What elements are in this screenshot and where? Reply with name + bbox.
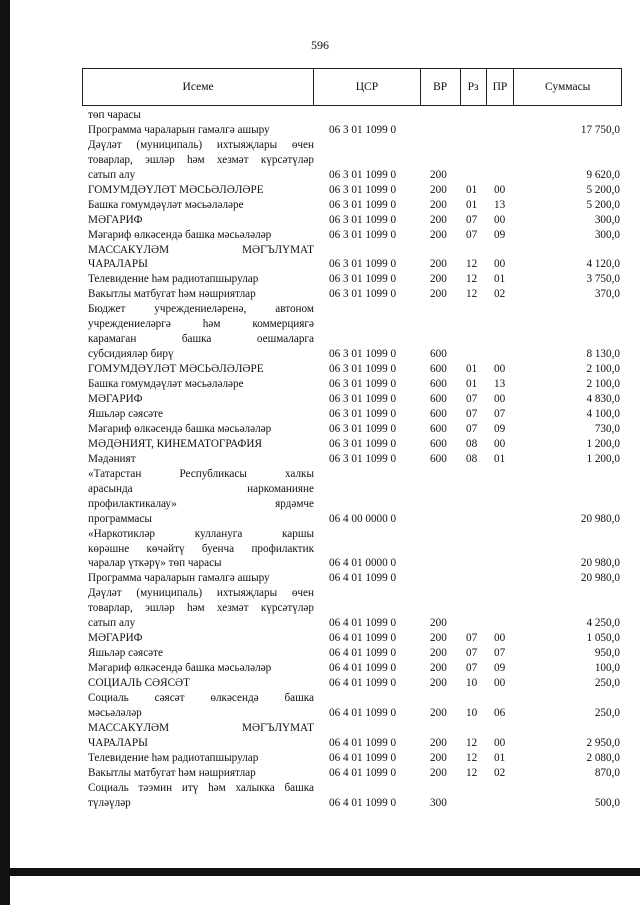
row-sum: 9 620,0 (586, 168, 620, 181)
row-csr: 06 3 01 1099 0 (329, 378, 397, 391)
row-vr: 200 (430, 213, 447, 226)
table-row (0, 138, 640, 183)
row-csr: 06 3 01 1099 0 (329, 393, 397, 406)
table-row (0, 243, 640, 273)
row-rz: 07 (466, 393, 478, 406)
table-row (0, 422, 640, 437)
header-rz: Рз (461, 69, 487, 105)
row-pr: 00 (494, 437, 506, 450)
row-rz: 07 (466, 228, 478, 241)
row-name-line: Башка гомумдәүләт мәсьәләләре (88, 378, 244, 391)
row-name-line: Программа чараларын гамәлгә ашыру (88, 123, 270, 136)
row-csr: 06 4 01 1099 0 (329, 677, 397, 690)
row-vr: 200 (430, 273, 447, 286)
table-row (0, 661, 640, 676)
row-sum: 5 200,0 (586, 198, 620, 211)
row-vr: 200 (430, 766, 447, 779)
row-name (88, 377, 314, 392)
row-name (88, 392, 314, 407)
row-name (88, 571, 314, 586)
table-row (0, 228, 640, 243)
row-pr: 00 (494, 632, 506, 645)
row-name-line: «Татарстан Республикасы халкы (88, 467, 314, 480)
row-csr: 06 4 01 0000 0 (329, 557, 397, 570)
row-rz: 12 (466, 736, 478, 749)
row-rz: 10 (466, 706, 478, 719)
table-row (0, 362, 640, 377)
row-name-line: «Наркотикләр кулланугa каршы (88, 527, 314, 540)
table-row (0, 586, 640, 631)
row-name (88, 661, 314, 676)
row-rz: 12 (466, 273, 478, 286)
row-name-line: карамаган башка оешмаларга (88, 333, 314, 346)
row-sum: 4 100,0 (586, 408, 620, 420)
row-name (88, 228, 314, 243)
row-pr: 09 (494, 662, 506, 675)
row-name (88, 631, 314, 646)
row-name-line: Яшьләр сәясәте (88, 647, 163, 660)
row-rz: 08 (466, 437, 478, 450)
row-sum: 2 080,0 (586, 751, 620, 764)
row-pr: 13 (494, 378, 506, 391)
row-name-line: профилактикалау» ярдәмче (88, 497, 314, 510)
table-row (0, 392, 640, 407)
row-name (88, 676, 314, 691)
row-name (88, 646, 314, 661)
row-vr: 600 (430, 437, 447, 450)
row-csr: 06 3 01 1099 0 (329, 288, 397, 301)
row-rz: 10 (466, 677, 478, 690)
row-name-line: Мәгариф өлкәсендә башка мәсьәләләр (88, 422, 272, 435)
row-pr: 00 (494, 258, 506, 271)
table-row (0, 527, 640, 572)
row-csr: 06 4 01 1099 0 (329, 736, 397, 749)
row-vr: 600 (430, 378, 447, 391)
row-name-line: МӘГАРИФ (88, 632, 143, 645)
row-name-line: МӘГАРИФ (88, 393, 143, 406)
table-row (0, 467, 640, 527)
row-name-line: ГОМУМДӘҮЛӘТ МӘСЬӘЛӘЛӘРЕ (88, 363, 264, 376)
row-pr: 06 (494, 706, 506, 719)
row-vr: 200 (430, 662, 447, 675)
row-name-line: СОЦИАЛЬ СӘЯСӘТ (88, 677, 190, 690)
row-sum: 20 980,0 (580, 572, 620, 585)
row-name-line: арасында наркоманияне (88, 482, 314, 495)
row-csr: 06 3 01 1099 0 (329, 422, 397, 435)
row-name (88, 302, 314, 362)
row-name-line: товарлар, эшләр һәм хезмәт күрсәтүләр (88, 602, 314, 615)
row-pr: 07 (494, 647, 506, 660)
row-csr: 06 4 01 1099 0 (329, 706, 397, 719)
row-vr: 200 (430, 288, 447, 301)
row-vr: 600 (430, 422, 447, 435)
row-pr: 07 (494, 408, 506, 420)
row-csr: 06 4 01 1099 0 (329, 796, 397, 809)
row-rz: 07 (466, 632, 478, 645)
row-pr: 01 (494, 751, 506, 764)
row-name (88, 781, 314, 811)
row-name-line: МӘДӘНИЯТ, КИНЕМАТОГРАФИЯ (88, 437, 262, 450)
row-name-line: Социаль тәэмин итү һәм халыкка башка (88, 781, 314, 794)
table-row (0, 377, 640, 392)
row-name (88, 452, 314, 467)
row-vr: 600 (430, 452, 447, 465)
row-vr: 600 (430, 393, 447, 406)
row-name-line: Дәүләт (муниципаль) ихтыяҗлары өчен (88, 138, 314, 151)
row-name (88, 766, 314, 781)
row-sum: 950,0 (594, 647, 620, 660)
row-pr: 00 (494, 393, 506, 406)
row-vr: 600 (430, 348, 447, 361)
row-rz: 08 (466, 452, 478, 465)
row-csr: 06 3 01 1099 0 (329, 123, 397, 136)
row-name (88, 138, 314, 183)
row-name-line: Социаль сәясәт өлкәсендә башка (88, 692, 314, 705)
table-row (0, 646, 640, 661)
row-name (88, 198, 314, 213)
table-row (0, 751, 640, 766)
row-sum: 300,0 (594, 213, 620, 226)
row-name-line: Телевидение һәм радиотапшырулар (88, 751, 259, 764)
table-row (0, 571, 640, 586)
row-name (88, 586, 314, 631)
page-number: 596 (311, 38, 329, 52)
row-name-line: Башка гомумдәүләт мәсьәләләре (88, 198, 244, 211)
row-rz: 07 (466, 213, 478, 226)
table-row (0, 721, 640, 751)
row-sum: 1 200,0 (586, 452, 620, 465)
row-csr: 06 3 01 1099 0 (329, 213, 397, 226)
row-sum: 2 950,0 (586, 736, 620, 749)
row-name-line: товарлар, эшләр һәм хезмәт күрсәтүләр (88, 153, 314, 166)
row-csr: 06 4 01 1099 0 (329, 662, 397, 675)
row-sum: 17 750,0 (580, 123, 620, 136)
row-name-line: учреждениеләргә һәм коммерциягә (88, 318, 314, 331)
row-vr: 200 (430, 258, 447, 271)
row-name-line: Дәүләт (муниципаль) ихтыяҗлары өчен (88, 587, 314, 600)
table-row (0, 676, 640, 691)
row-csr: 06 3 01 1099 0 (329, 408, 397, 420)
row-name (88, 123, 314, 138)
row-csr: 06 4 01 1099 0 (329, 647, 397, 660)
row-name-line: мәсьәләләр (88, 706, 142, 719)
row-pr: 00 (494, 363, 506, 376)
row-name (88, 243, 314, 273)
row-sum: 20 980,0 (580, 557, 620, 570)
row-pr: 00 (494, 183, 506, 196)
row-name (88, 362, 314, 377)
row-rz: 01 (466, 378, 478, 391)
table-row (0, 631, 640, 646)
row-sum: 1 200,0 (586, 437, 620, 450)
row-vr: 200 (430, 647, 447, 660)
row-rz: 01 (466, 363, 478, 376)
table-row (0, 407, 640, 422)
row-name-line: Яшьләр сәясәте (88, 408, 163, 420)
row-name (88, 751, 314, 766)
row-rz: 12 (466, 766, 478, 779)
row-vr: 300 (430, 796, 447, 809)
row-rz: 01 (466, 198, 478, 211)
row-name-line: программасы (88, 512, 152, 525)
row-vr: 200 (430, 198, 447, 211)
row-name (88, 183, 314, 198)
row-csr: 06 3 01 1099 0 (329, 168, 397, 181)
row-name-line: Телевидение һәм радиотапшырулар (88, 273, 259, 286)
row-name (88, 527, 314, 572)
row-sum: 4 120,0 (586, 258, 620, 271)
row-sum: 370,0 (594, 288, 620, 301)
row-name (88, 272, 314, 287)
header-name: Исеме (83, 69, 314, 105)
row-name-line: Мәгариф өлкәсендә башка мәсьәләләр (88, 662, 272, 675)
row-name (88, 108, 314, 123)
row-csr: 06 4 00 0000 0 (329, 512, 397, 525)
row-name-line: Мәгариф өлкәсендә башка мәсьәләләр (88, 228, 272, 241)
row-vr: 200 (430, 632, 447, 645)
row-rz: 01 (466, 183, 478, 196)
scan-bottom-edge (0, 868, 640, 876)
row-name-line: Вакытлы матбугат һәм нәшриятлар (88, 766, 256, 779)
row-rz: 12 (466, 751, 478, 764)
row-vr: 200 (430, 183, 447, 196)
row-vr: 200 (430, 617, 447, 630)
row-sum: 8 130,0 (586, 348, 620, 361)
row-pr: 00 (494, 677, 506, 690)
row-sum: 100,0 (594, 662, 620, 675)
row-csr: 06 3 01 1099 0 (329, 258, 397, 271)
row-pr: 01 (494, 452, 506, 465)
row-name-line: сатып алу (88, 617, 136, 630)
table-row (0, 183, 640, 198)
row-name (88, 407, 314, 422)
row-vr: 200 (430, 736, 447, 749)
row-csr: 06 3 01 1099 0 (329, 437, 397, 450)
row-vr: 200 (430, 751, 447, 764)
table-row (0, 108, 640, 123)
row-csr: 06 4 01 1099 0 (329, 632, 397, 645)
table-row (0, 302, 640, 362)
row-name-line: Вакытлы матбугат һәм нәшриятлар (88, 288, 256, 301)
row-csr: 06 3 01 1099 0 (329, 363, 397, 376)
row-csr: 06 4 01 1099 0 (329, 572, 397, 585)
row-csr: 06 3 01 1099 0 (329, 452, 397, 465)
row-name-line: МАССАКҮЛӘМ МӘГЪЛҮМАТ (88, 243, 314, 256)
row-pr: 02 (494, 288, 506, 301)
row-name (88, 287, 314, 302)
row-rz: 07 (466, 662, 478, 675)
row-name-line: ЧАРАЛАРЫ (88, 258, 148, 271)
row-sum: 730,0 (594, 422, 620, 435)
header-sum: Суммасы (545, 81, 591, 93)
row-rz: 12 (466, 288, 478, 301)
table-row (0, 452, 640, 467)
row-name-line: көрәшне көчәйтү буенча профилактик (88, 542, 314, 555)
row-name-line: төп чарасы (88, 109, 141, 121)
row-sum: 5 200,0 (586, 183, 620, 196)
row-name-line: Бюджет учреждениеләренә, автоном (88, 303, 314, 316)
row-name-line: Мәдәният (88, 452, 136, 465)
row-pr: 09 (494, 422, 506, 435)
row-vr: 200 (430, 706, 447, 719)
table-row (0, 781, 640, 811)
row-sum: 1 050,0 (586, 632, 620, 645)
row-name-line: чаралар үткәрү» төп чарасы (88, 557, 222, 570)
header-pr: ПР (487, 69, 515, 105)
row-name-line: ЧАРАЛАРЫ (88, 736, 148, 749)
row-pr: 00 (494, 736, 506, 749)
row-sum: 2 100,0 (586, 363, 620, 376)
row-csr: 06 3 01 1099 0 (329, 348, 397, 361)
row-name (88, 467, 314, 527)
row-vr: 200 (430, 228, 447, 241)
row-vr: 200 (430, 677, 447, 690)
row-sum: 3 750,0 (586, 273, 620, 286)
row-sum: 2 100,0 (586, 378, 620, 391)
row-sum: 870,0 (594, 766, 620, 779)
row-pr: 13 (494, 198, 506, 211)
row-sum: 250,0 (594, 706, 620, 719)
row-csr: 06 3 01 1099 0 (329, 228, 397, 241)
row-pr: 02 (494, 766, 506, 779)
row-csr: 06 3 01 1099 0 (329, 198, 397, 211)
row-csr: 06 3 01 1099 0 (329, 273, 397, 286)
row-vr: 600 (430, 363, 447, 376)
table-row (0, 198, 640, 213)
row-name (88, 437, 314, 452)
table-row (0, 213, 640, 228)
row-pr: 00 (494, 213, 506, 226)
row-name-line: түләүләр (88, 796, 131, 809)
row-csr: 06 4 01 1099 0 (329, 617, 397, 630)
row-sum: 4 830,0 (586, 393, 620, 406)
row-sum: 300,0 (594, 228, 620, 241)
row-sum: 20 980,0 (580, 512, 620, 525)
header-vr: ВР (421, 69, 461, 105)
table-row (0, 123, 640, 138)
row-sum: 4 250,0 (586, 617, 620, 630)
row-pr: 01 (494, 273, 506, 286)
row-vr: 600 (430, 408, 447, 420)
row-name-line: МАССАКҮЛӘМ МӘГЪЛҮМАТ (88, 721, 314, 734)
row-vr: 200 (430, 168, 447, 181)
row-name (88, 691, 314, 721)
row-name-line: МӘГАРИФ (88, 213, 143, 226)
row-name-line: ГОМУМДӘҮЛӘТ МӘСЬӘЛӘЛӘРЕ (88, 183, 264, 196)
row-pr: 09 (494, 228, 506, 241)
row-sum: 500,0 (594, 796, 620, 809)
row-name-line: Программа чараларын гамәлгә ашыру (88, 572, 270, 585)
row-name-line: сатып алу (88, 168, 136, 181)
row-name-line: субсидияләр бирү (88, 348, 174, 361)
table-row (0, 437, 640, 452)
row-rz: 07 (466, 408, 478, 420)
row-rz: 07 (466, 647, 478, 660)
table-row (0, 691, 640, 721)
row-name (88, 721, 314, 751)
row-rz: 07 (466, 422, 478, 435)
row-name (88, 422, 314, 437)
row-csr: 06 4 01 1099 0 (329, 751, 397, 764)
row-csr: 06 3 01 1099 0 (329, 183, 397, 196)
header-csr: ЦСР (314, 69, 421, 105)
table-row (0, 287, 640, 302)
table-row (0, 272, 640, 287)
row-csr: 06 4 01 1099 0 (329, 766, 397, 779)
row-sum: 250,0 (594, 677, 620, 690)
row-name (88, 213, 314, 228)
table-row (0, 766, 640, 781)
row-rz: 12 (466, 258, 478, 271)
table-header (82, 68, 622, 106)
